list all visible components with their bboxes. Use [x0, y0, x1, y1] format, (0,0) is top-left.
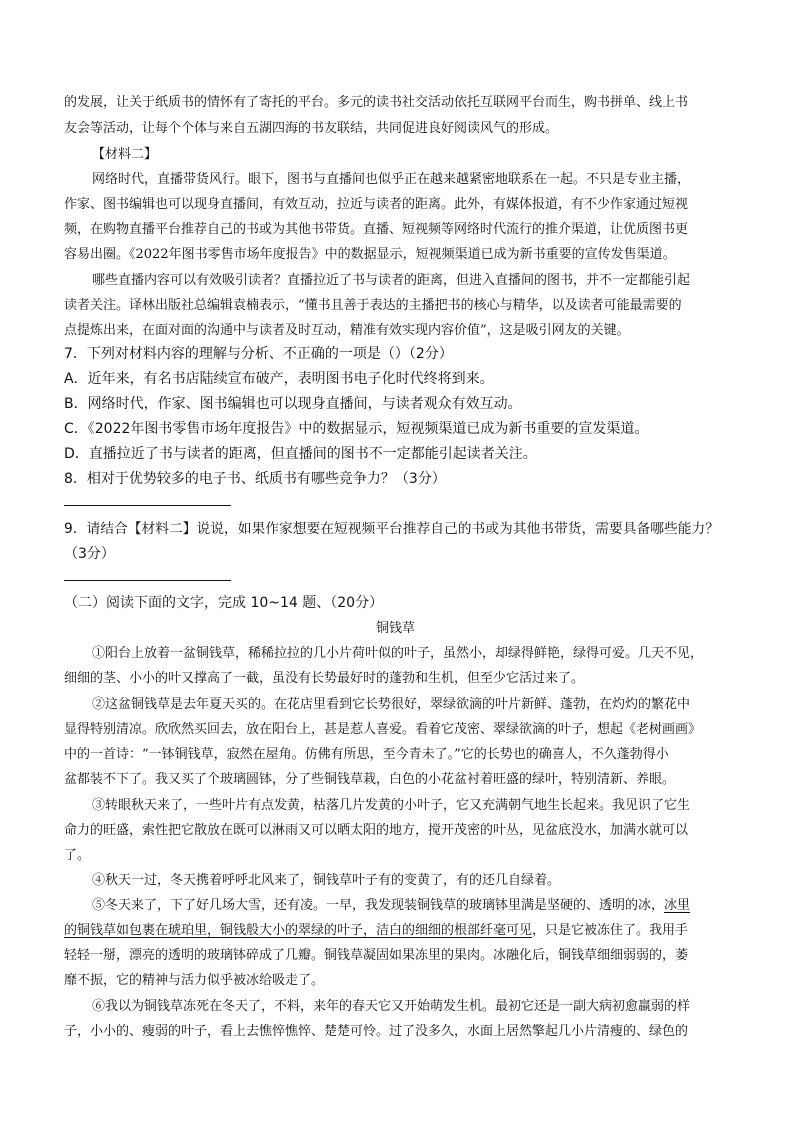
passage-line: 细细的茎、小小的叶又撑高了一截，虽没有长势最好时的蓬勃和生机，但至少它活过来了。 [64, 671, 585, 686]
question-8: 8．相对于优势较多的电子书、纸质书有哪些竞争力？（3分） [64, 471, 446, 487]
underlined-text: 冰里 [664, 898, 691, 913]
passage-line: 显得特别清凉。欣欣然买回去，放在阳台上，甚是惹人喜爱。看着它茂密、翠绿欲滴的叶子，想起《老树画画》 [64, 722, 702, 737]
passage-line [64, 919, 688, 938]
answer-line [64, 505, 231, 506]
material-line: 容易出圈。《2022年图书零售市场年度报告》中的数据显示，短视频渠道已成为新书重要的宣传发售渠道。 [64, 247, 676, 262]
passage-line: 友会等活动，让每个个体与来自五湖四海的书友联结，共同促进良好阅读风气的形成。 [64, 121, 559, 136]
passage-text: ⑤冬天来了，下了好几场大雪，还有凌。一早，我发现装铜钱草的玻璃钵里满是坚硬的、透明的冰， [92, 898, 665, 913]
material-line: 网络时代，直播带货风行。眼下，图书与直播间也似乎正在越来越紧密地联系在一起。不只是专业主播， [92, 172, 691, 187]
passage-line: 命力的旺盛，索性把它散放在既可以淋雨又可以晒太阳的地方，搅开茂密的叶丛，见盆底没水，加满水就可以 [64, 823, 689, 838]
passage-line: ②这盆铜钱草是去年夏天买的。在花店里看到它长势很好，翠绿欲滴的叶片新鲜、蓬勃，在灼灼的繁花中 [92, 697, 691, 712]
material-heading: 【材料二】 [92, 147, 158, 162]
passage-line: ⑥我以为铜钱草冻死在冬天了，不料，来年的春天它又开始萌发生机。最初它还是一副大病初愈羸弱的样 [92, 999, 691, 1014]
question-7: 7．下列对材料内容的理解与分析、不正确的一项是（）（2分） [64, 346, 453, 362]
material-line: 作家、图书编辑也可以现身直播间，有效互动，拉近与读者的距离。此外，有媒体报道，有不少作家通过短视 [64, 197, 689, 212]
section-heading: （二）阅读下面的文字，完成 10~14 题、（20分） [64, 595, 384, 611]
option-a: A．近年来，有名书店陆续宣布破产，表明图书电子化时代终将到来。 [64, 371, 494, 387]
material-line: 点提炼出来，在面对面的沟通中与读者及时互动，精准有效实现内容价值”，这是吸引网友的关键。 [64, 323, 630, 338]
question-9: 9．请结合【材料二】说说，如果作家想要在短视频平台推荐自己的书或为其他书带货，需要具备哪些能力？ [64, 521, 720, 537]
passage-text: ，只是它被冻住了。我用手 [532, 923, 689, 938]
option-c: C．《2022年图书零售市场年度报告》中的数据显示，短视频渠道已成为新书重要的宣发渠道。 [64, 421, 649, 437]
passage-line: 子，小小的、瘦弱的叶子，看上去憔悴憔悴、楚楚可怜。过了没多久，水面上居然擎起几小片清瘦的、绿色的 [64, 1024, 689, 1039]
passage-line: 靡不振，它的精神与活力似乎被冰给吸走了。 [64, 973, 325, 988]
passage-line: 中的一首诗：“一钵铜钱草，寂然在屋角。仿佛有所思，至今青未了。”它的长势也的确喜人，不久蓬勃得小 [64, 747, 669, 762]
passage-line: 的发展，让关于纸质书的情怀有了寄托的平台。多元的读书社交活动依托互联网平台而生，购书拼单、线上书 [64, 95, 689, 110]
option-d: D．直播拉近了书与读者的距离，但直播间的图书不一定都能引起读者关注。 [64, 446, 537, 462]
material-line: 频，在购物直播平台推荐自己的书或为其他书带货。直播、短视频等网络时代流行的推介渠道，让优质图书更 [64, 222, 689, 237]
passage-line [92, 894, 690, 913]
passage-line: ③转眼秋天来了，一些叶片有点发黄，枯落几片发黄的小叶子，它又充满朝气地生长起来。我见识了它生 [92, 798, 691, 813]
material-line: 读者关注。译林出版社总编辑袁楠表示，“懂书且善于表达的主播把书的核心与精华，以及读者可能最需要的 [64, 298, 682, 313]
passage-line: ④秋天一过，冬天携着呼呼北风来了，铜钱草叶子有的变黄了，有的还几自绿着。 [92, 873, 561, 888]
passage-line: ①阳台上放着一盆铜钱草，稀稀拉拉的几小片荷叶似的叶子，虽然小，却绿得鲜艳，绿得可爱。几天不见， [92, 646, 704, 661]
answer-line [64, 580, 231, 581]
passage-line: 轻轻一掰，漂亮的透明的玻璃钵碎成了几瓣。铜钱草凝固如果冻里的果肉。冰融化后，铜钱草细细弱弱的，萎 [64, 948, 689, 963]
material-line: 哪些直播内容可以有效吸引读者？直播拉近了书与读者的距离，但进入直播间的图书，并不一定都能引起 [92, 273, 691, 288]
option-b: B．网络时代，作家、图书编辑也可以现身直播间，与读者观众有效互动。 [64, 396, 522, 412]
passage-line: 盆都装不下了。我又买了个玻璃圆钵，分了些铜钱草栽，白色的小花盆衬着旺盛的绿叶，特别清新、养眼。 [64, 772, 676, 787]
passage-line: 了。 [64, 848, 91, 863]
underlined-text: 的铜钱草如包裹在琥珀里，铜钱般大小的翠绿的叶子，洁白的细细的根部纤毫可见 [64, 923, 533, 938]
passage-title: 铜钱草 [376, 621, 416, 636]
question-9-score: （3分） [64, 546, 115, 562]
